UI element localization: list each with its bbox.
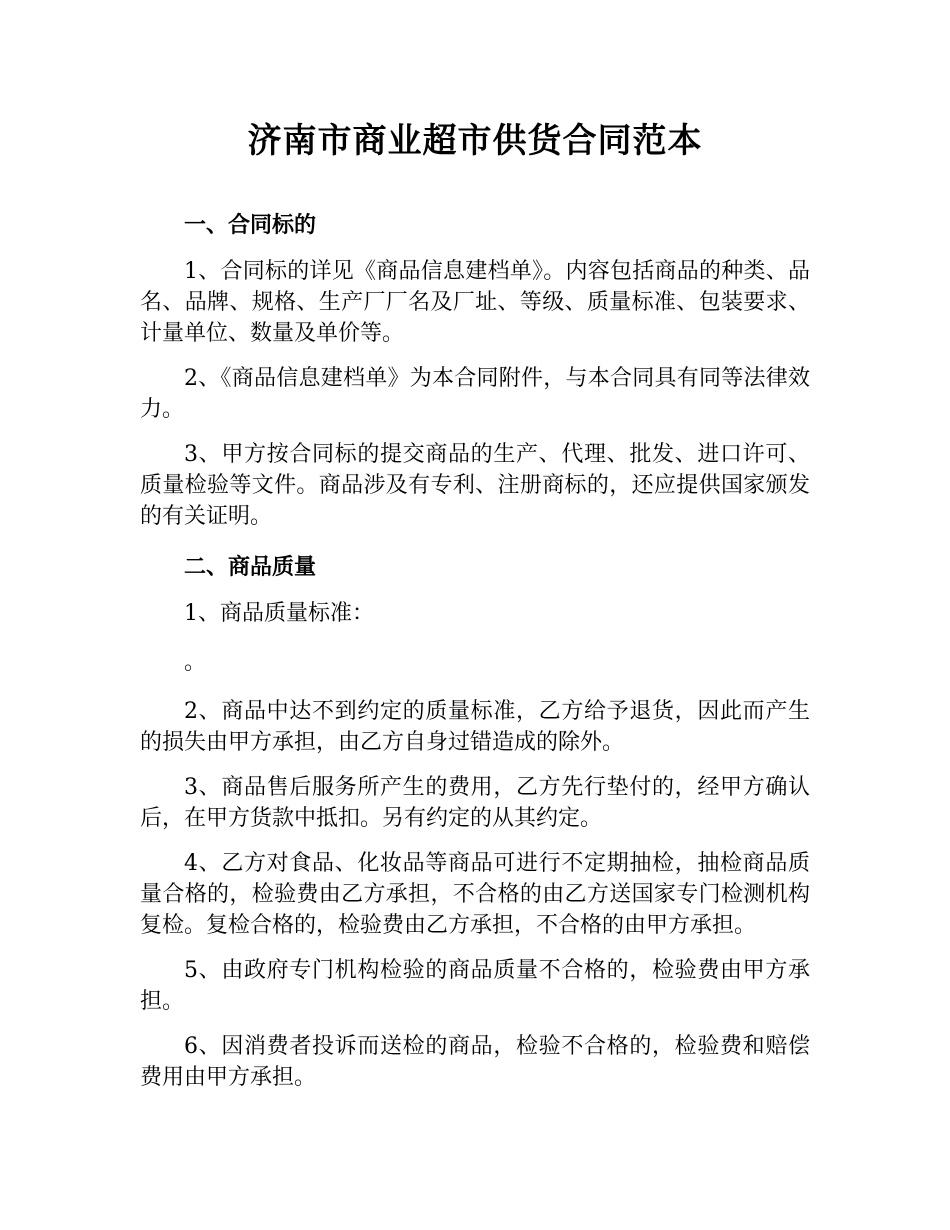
paragraph: 2、《商品信息建档单》为本合同附件，与本合同具有同等法律效力。: [140, 366, 810, 422]
paragraph: 1、合同标的详见《商品信息建档单》。内容包括商品的种类、品名、品牌、规格、生产厂厂名及厂址、等级、质量标准、包装要求、计量单位、数量及单价等。: [140, 259, 810, 346]
document-title: 济南市商业超市供货合同范本: [247, 121, 703, 161]
paragraph: 6、因消费者投诉而送检的商品，检验不合格的，检验费和赔偿费用由甲方承担。: [140, 1034, 810, 1090]
paragraph-blank-line: 。: [184, 650, 207, 675]
paragraph: 5、由政府专门机构检验的商品质量不合格的，检验费由甲方承担。: [140, 958, 810, 1014]
paragraph: 4、乙方对食品、化妆品等商品可进行不定期抽检，抽检商品质量合格的，检验费由乙方承担，不合格的由乙方送国家专门检测机构复检。复检合格的，检验费由乙方承担，不合格的由甲方承担。: [140, 851, 810, 938]
paragraph: 3、商品售后服务所产生的费用，乙方先行垫付的，经甲方确认后，在甲方货款中抵扣。另有约定的从其约定。: [140, 775, 810, 831]
section-heading-product-quality: 二、商品质量: [184, 555, 317, 580]
section-heading-contract-subject: 一、合同标的: [184, 213, 317, 238]
paragraph: 3、甲方按合同标的提交商品的生产、代理、批发、进口许可、质量检验等文件。商品涉及有专利、注册商标的，还应提供国家颁发的有关证明。: [140, 442, 810, 529]
paragraph: 2、商品中达不到约定的质量标准，乙方给予退货，因此而产生的损失由甲方承担，由乙方自身过错造成的除外。: [140, 699, 810, 755]
paragraph: 1、商品质量标准：: [184, 601, 374, 626]
